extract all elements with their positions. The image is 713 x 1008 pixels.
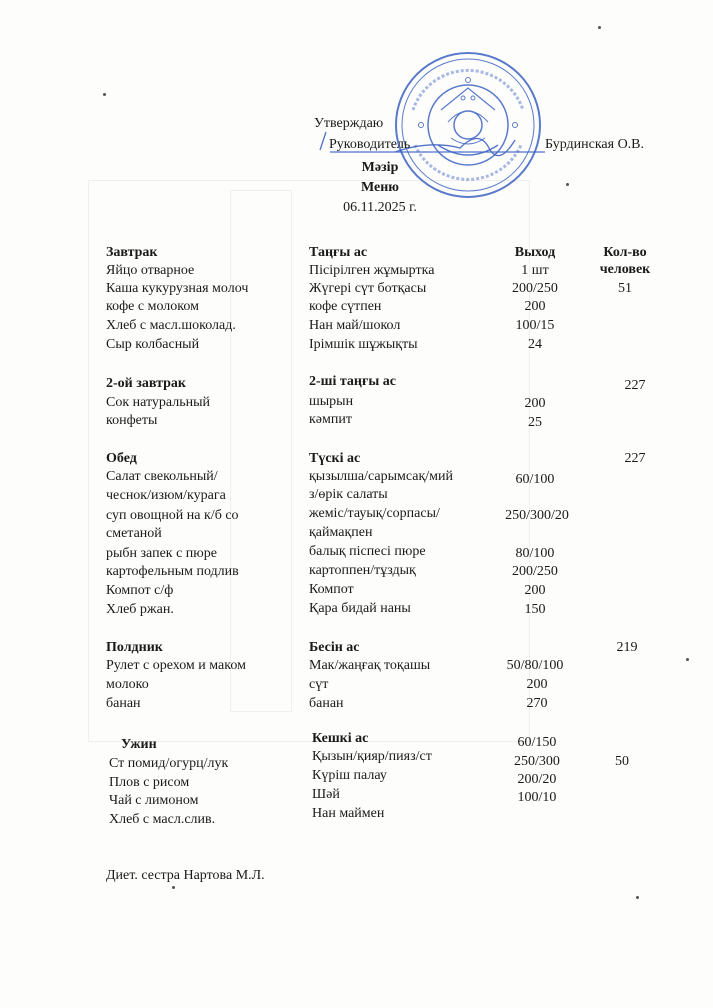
dish-out: 200 <box>524 396 546 411</box>
dish-ru: Хлеб с масл.шоколад. <box>106 318 236 333</box>
dish-out: 25 <box>528 415 542 430</box>
dish-ru: Яйцо отварное <box>106 263 195 278</box>
dish-kz: сүт <box>309 677 329 692</box>
dish-ru: кофе с молоком <box>106 299 199 314</box>
dish-kz: Нан маймен <box>312 806 385 821</box>
show-through-frame-inner <box>230 190 292 712</box>
dish-ru: чеснок/изюм/курага <box>106 488 226 503</box>
dish-out: 200/250 <box>512 281 558 296</box>
dish-kz: қызылша/сарымсақ/мий <box>309 469 454 484</box>
col-count-label: Кол-во <box>603 245 647 260</box>
speck <box>172 886 175 889</box>
dish-out: 270 <box>526 696 548 711</box>
head-role: Руководитель <box>329 137 411 152</box>
dish-out: 60/100 <box>515 472 555 487</box>
dish-kz: Қара бидай наны <box>309 601 411 616</box>
dish-out: 200/20 <box>517 772 557 787</box>
dish-kz: Нан май/шокол <box>309 318 401 333</box>
dish-kz: з/өрік салаты <box>309 487 388 502</box>
dish-kz: Компот <box>309 582 354 597</box>
dish-out: 200/250 <box>512 564 558 579</box>
dish-out: 1 шт <box>521 263 549 278</box>
speck <box>636 896 639 899</box>
dish-kz: балық піспесі пюре <box>309 544 426 559</box>
meal-dinner-count: 50 <box>615 754 629 769</box>
col-count-label-2: человек <box>599 262 651 277</box>
meal-breakfast-kz: Таңғы ас <box>309 245 368 260</box>
dish-out: 150 <box>524 602 546 617</box>
dish-ru: Хлеб с масл.слив. <box>109 812 216 827</box>
speck <box>598 26 601 29</box>
dish-ru: молоко <box>106 677 149 692</box>
meal-lunch-ru: Обед <box>106 451 137 466</box>
meal-dinner-ru: Ужин <box>121 737 157 752</box>
meal-dinner-kz: Кешкі ас <box>312 731 369 746</box>
dish-ru: Салат свекольный/ <box>106 469 218 484</box>
dish-kz: қаймақпен <box>309 525 373 540</box>
dish-out: 250/300/20 <box>505 508 569 523</box>
dish-ru: Компот с/ф <box>106 583 174 598</box>
meal-breakfast2-count: 227 <box>624 378 646 393</box>
col-out-label: Выход <box>514 245 556 260</box>
meal-snack-kz: Бесін ас <box>309 640 360 655</box>
dish-ru: рыбн запек с пюре <box>106 546 217 561</box>
dish-kz: картоппен/тұздық <box>309 563 416 578</box>
dish-out: 60/150 <box>517 735 557 750</box>
speck <box>566 183 569 186</box>
dish-out: 200 <box>524 583 546 598</box>
dish-ru: суп овощной на к/б со <box>106 508 239 523</box>
dish-ru: Сыр колбасный <box>106 337 200 352</box>
meal-lunch-kz: Түскі ас <box>309 451 361 466</box>
meal-lunch-count: 227 <box>624 451 646 466</box>
dish-kz: банан <box>309 696 344 711</box>
dish-ru: сметаной <box>106 526 162 541</box>
dish-out: 200 <box>524 299 546 314</box>
dish-ru: Ст помид/огурц/лук <box>109 756 229 771</box>
dish-kz: Шәй <box>312 787 340 802</box>
dish-kz: жеміс/тауық/сорпасы/ <box>309 506 440 521</box>
dish-ru: Сок натуральный <box>106 395 211 410</box>
dish-out: 80/100 <box>515 546 555 561</box>
head-name: Бурдинская О.В. <box>545 137 645 152</box>
dish-out: 24 <box>528 337 542 352</box>
meal-breakfast-count: 51 <box>618 281 632 296</box>
dish-ru: Каша кукурузная молоч <box>106 281 249 296</box>
speck <box>103 93 106 96</box>
dish-ru: Хлеб ржан. <box>106 602 174 617</box>
dish-kz: Күріш палау <box>312 768 387 783</box>
dish-kz: кофе сүтпен <box>309 299 382 314</box>
dish-out: 200 <box>526 677 548 692</box>
menu-date: 06.11.2025 г. <box>343 200 417 215</box>
dish-out: 250/300 <box>514 754 560 769</box>
meal-breakfast-ru: Завтрак <box>106 245 158 260</box>
dish-ru: Рулет с орехом и маком <box>106 658 246 673</box>
dish-out: 50/80/100 <box>506 658 564 673</box>
dish-kz: Қызын/қияр/пияз/ст <box>312 749 432 764</box>
meal-snack-ru: Полдник <box>106 640 163 655</box>
meal-snack-count: 219 <box>616 640 638 655</box>
dish-kz: Жүгері сүт ботқасы <box>309 281 427 296</box>
dish-ru: Чай с лимоном <box>109 793 199 808</box>
dish-ru: Плов с рисом <box>109 775 190 790</box>
dietitian-signature: Диет. сестра Нартова М.Л. <box>106 868 265 883</box>
dish-kz: Мак/жаңғақ тоқашы <box>309 658 431 673</box>
title-kz: Мәзір <box>361 160 399 175</box>
dish-kz: кәмпит <box>309 412 352 427</box>
dish-kz: Ірімшік шұжықты <box>309 337 418 352</box>
speck <box>686 658 689 661</box>
dish-ru: конфеты <box>106 413 158 428</box>
meal-breakfast2-kz: 2-ші таңғы ас <box>309 374 396 389</box>
meal-breakfast2-ru: 2-ой завтрак <box>106 376 186 391</box>
title-ru: Меню <box>360 180 399 195</box>
approve-label: Утверждаю <box>314 116 384 131</box>
dish-ru: банан <box>106 696 141 711</box>
dish-out: 100/10 <box>517 790 557 805</box>
dish-kz: шырын <box>309 394 354 409</box>
dish-out: 100/15 <box>515 318 555 333</box>
dish-kz: Пісірілген жұмыртка <box>309 263 435 278</box>
dish-ru: картофельным подлив <box>106 564 239 579</box>
